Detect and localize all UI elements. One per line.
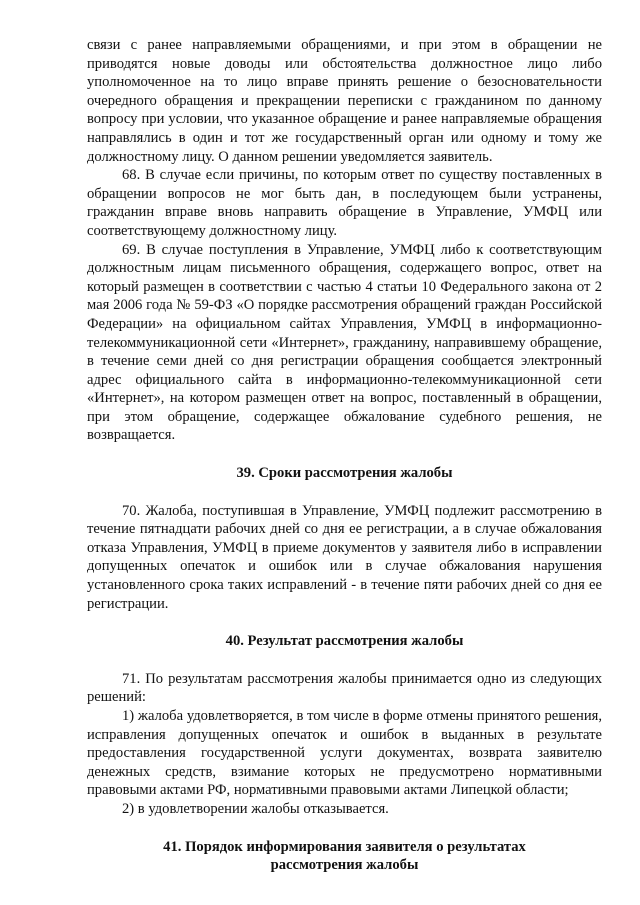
paragraph-69: 69. В случае поступления в Управление, УМФЦ либо к соответствующим должностным лицам письменного обращения, содержащего вопрос, ответ на который размещен в соответствии с частью 4 статьи 10 Федерального закона от 2 мая 2006 года № 59-ФЗ «О порядке рассмотрения обращений граждан Российской Федерации» на официальном сайтах Управления, УМФЦ в информационно-телекоммуникационной сети «Интернет», гражданину, направившему обращение, в течение семи дней со дня регистрации обращения сообщается электронный адрес официального сайта в информационно-телекоммуникационной сети «Интернет», на котором размещен ответ на вопрос, поставленный в обращении, при этом обращение, содержащее обжалование судебного решения, не возвращается. (87, 241, 602, 444)
decision-list-item-2: 2) в удовлетворении жалобы отказывается. (122, 800, 389, 817)
decision-list-item-1: 1) жалоба удовлетворяется, в том числе в форме отмены принятого решения, исправления допущенных опечаток и ошибок в выданных в результате предоставления государственной услуги документах, возврата заявителю денежных средств, взимание которых не предусмотрено нормативными правовыми актами РФ, нормативными правовыми актами Липецкой области; (87, 708, 602, 799)
paragraph-68: 68. В случае если причины, по которым ответ по существу поставленных в обращении вопросов не мог быть дан, в последующем были устранены, гражданин вправе вновь направить обращение в Управление, УМФЦ или соответствующему должностному лицу. (87, 167, 602, 239)
paragraph-70: 70. Жалоба, поступившая в Управление, УМФЦ подлежит рассмотрению в течение пятнадцати рабочих дней со дня ее регистрации, а в случае обжалования отказа Управления, УМФЦ в приеме документов у заявителя либо в исправлении допущенных опечаток и ошибок или в случае обжалования нарушения установленного срока таких исправлений - в течение пяти рабочих дней со дня ее регистрации. (87, 502, 602, 612)
section-heading-41-line-2: рассмотрения жалобы (270, 857, 419, 874)
section-heading-41 (87, 838, 602, 875)
section-heading-40: 40. Результат рассмотрения жалобы (225, 633, 464, 650)
section-heading-41-line-1: 41. Порядок информирования заявителя о результатах (163, 838, 526, 855)
paragraph-continued: связи с ранее направляемыми обращениями, и при этом в обращении не приводятся новые доводы или обстоятельства должностное лицо либо уполномоченное на то лицо вправе принять решение о безосновательности очередного обращения и прекращении переписки с гражданином по данному вопросу при условии, что указанное обращение и ранее направляемые обращения направлялись в один и тот же государственный орган или одному и тому же должностному лицу. О данном решении уведомляется заявитель. (87, 37, 602, 165)
document-page (87, 36, 602, 875)
section-heading-39: 39. Сроки рассмотрения жалобы (236, 465, 453, 482)
paragraph-71: 71. По результатам рассмотрения жалобы принимается одно из следующих решений: (87, 670, 602, 706)
